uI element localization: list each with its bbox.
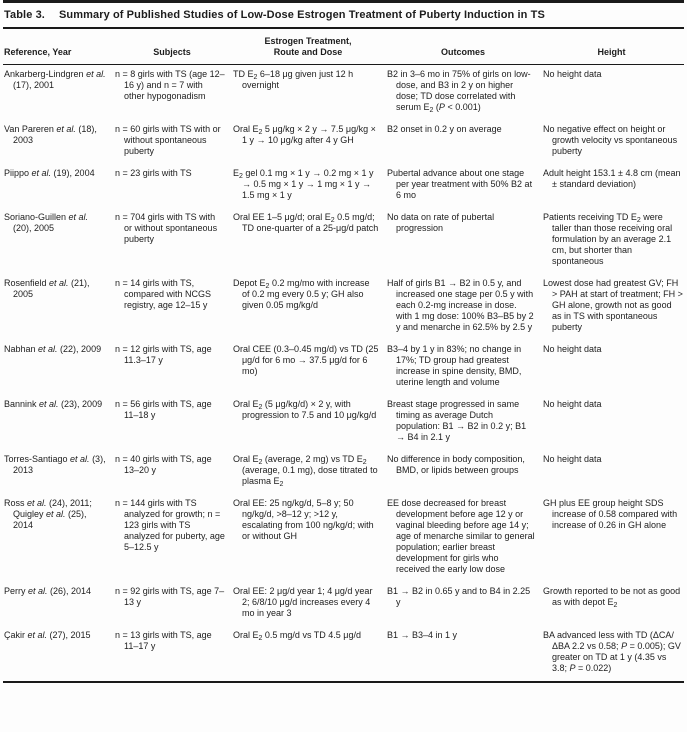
cell-treatment (233, 164, 387, 208)
reference-text: Perry et al. (26), 2014 (4, 585, 92, 596)
cell-subjects (115, 120, 233, 164)
reference-text: Piippo et al. (19), 2004 (4, 167, 95, 178)
bottom-rule (3, 681, 684, 683)
treatment-text: Oral $E_2$ 5 μg/kg × 2 y → 7.5 μg/kg × 1 y → 10 μg/kg after 4 y GH (233, 123, 376, 145)
treatment-text: TD $E_2$ 6–18 μg given just 12 h overnight (233, 68, 354, 90)
cell-outcomes (387, 64, 543, 120)
subjects-text: n = 8 girls with TS (age 12–16 y) and n = 7 with other hypogonadism (115, 68, 225, 101)
treatment-text: Oral EE: 2 μg/d year 1; 4 μg/d year 2; 6/8/10 μg/d increases every 4 mo in year 3 (233, 585, 373, 618)
table-number: Table 3. (4, 9, 45, 21)
cell-height (543, 582, 684, 626)
height-text: No height data (543, 343, 602, 354)
cell-reference (3, 494, 115, 582)
table-row (3, 120, 684, 164)
subjects-text: n = 23 girls with TS (115, 167, 192, 178)
cell-reference (3, 626, 115, 681)
table-caption (3, 3, 684, 27)
height-text: Lowest dose had greatest GV; FH > PAH at start of treatment; FH > GH alone, growth not as good as in TS with spontaneous puberty (543, 277, 683, 332)
treatment-text: Depot $E_2$ 0.2 mg/mo with increase of 0.2 mg every 0.5 y; GH also given 0.05 mg/kg/d (233, 277, 370, 310)
cell-height (543, 494, 684, 582)
studies-table (3, 29, 684, 681)
cell-reference (3, 450, 115, 494)
table-body (3, 64, 684, 681)
outcomes-text: Half of girls B1 → B2 in 0.5 y, and increased one stage per 0.5 y with each 0.2-mg increase in dose. with 1 mg dose: 100% B3–B5 by 2 y and menarche in 62.5% by 2.5 y (387, 277, 534, 332)
cell-outcomes (387, 450, 543, 494)
cell-height (543, 208, 684, 274)
cell-subjects (115, 340, 233, 395)
outcomes-text: Pubertal advance about one stage per year treatment with 50% B2 at 6 mo (387, 167, 533, 200)
table-row (3, 208, 684, 274)
height-text: No negative effect on height or growth velocity vs spontaneous puberty (543, 123, 678, 156)
cell-subjects (115, 494, 233, 582)
outcomes-text: EE dose decreased for breast development before age 12 y or vaginal bleeding before age 14 y; age of menarche similar to general population; earlier breast development for girls who received the early low dose (387, 497, 535, 574)
cell-outcomes (387, 626, 543, 681)
table-row (3, 395, 684, 450)
treatment-text: Oral CEE (0.3–0.45 mg/d) vs TD (25 μg/d for 6 mo → 37.5 μg/d for 6 mo) (233, 343, 379, 376)
table-title: Summary of Published Studies of Low-Dose Estrogen Treatment of Puberty Induction in TS (58, 9, 545, 21)
table-row (3, 274, 684, 340)
table-row (3, 340, 684, 395)
cell-subjects (115, 274, 233, 340)
cell-treatment (233, 64, 387, 120)
cell-height (543, 450, 684, 494)
reference-text: Ankarberg-Lindgren et al. (17), 2001 (4, 68, 106, 90)
cell-subjects (115, 64, 233, 120)
subjects-text: n = 12 girls with TS, age 11.3–17 y (115, 343, 212, 365)
reference-text: Ross et al. (24), 2011; Quigley et al. (25), 2014 (4, 497, 92, 530)
cell-height (543, 64, 684, 120)
reference-text: Nabhan et al. (22), 2009 (4, 343, 102, 354)
cell-outcomes (387, 164, 543, 208)
cell-reference (3, 582, 115, 626)
treatment-text: Oral EE: 25 ng/kg/d, 5–8 y; 50 ng/kg/d, >8–12 y; >12 y, escalating from 100 ng/kg/d; with or without GH (233, 497, 374, 541)
subjects-text: n = 40 girls with TS, age 13–20 y (115, 453, 212, 475)
cell-height (543, 340, 684, 395)
height-text: No height data (543, 398, 602, 409)
reference-text: Rosenfield et al. (21), 2005 (4, 277, 90, 299)
table-row (3, 582, 684, 626)
subjects-text: n = 704 girls with TS with or without spontaneous puberty (115, 211, 218, 244)
subjects-text: n = 60 girls with TS with or without spontaneous puberty (115, 123, 221, 156)
cell-treatment (233, 395, 387, 450)
cell-subjects (115, 164, 233, 208)
cell-reference (3, 208, 115, 274)
subjects-text: n = 14 girls with TS, compared with NCGS registry, age 12–15 y (115, 277, 212, 310)
treatment-text: $E_2$ gel 0.1 mg × 1 y → 0.2 mg × 1 y → 0.5 mg × 1 y → 1 mg × 1 y → 1.5 mg × 1 y (233, 167, 374, 200)
cell-treatment (233, 582, 387, 626)
treatment-text: Oral $E_2$ 0.5 mg/d vs TD 4.5 μg/d (233, 629, 361, 642)
outcomes-text: Breast stage progressed in same timing as average Dutch population: B1 → B2 in 0.2 y; B1 → B4 in 2.1 y (387, 398, 527, 442)
column-header-reference: Reference, Year (3, 29, 115, 64)
height-text: No height data (543, 453, 602, 464)
subjects-text: n = 56 girls with TS, age 11–18 y (115, 398, 212, 420)
cell-treatment (233, 626, 387, 681)
treatment-text: Oral EE 1–5 μg/d; oral $E_2$ 0.5 mg/d; TD one-quarter of a 25-μg/d patch (233, 211, 379, 233)
cell-treatment (233, 340, 387, 395)
height-text: Growth reported to be not as good as with depot $E_2$ (543, 585, 681, 609)
reference-text: Bannink et al. (23), 2009 (4, 398, 103, 409)
height-text: Patients receiving TD $E_2$ were taller than those receiving oral formulation by an average 2.1 cm, but shorter than spontaneous (543, 211, 673, 266)
height-text: GH plus EE group height SDS increase of 0.58 compared with increase of 0.26 in GH alone (543, 497, 678, 530)
cell-subjects (115, 208, 233, 274)
cell-height (543, 395, 684, 450)
column-header-height: Height (543, 29, 684, 64)
cell-height (543, 120, 684, 164)
cell-treatment (233, 208, 387, 274)
reference-text: Torres-Santiago et al. (3), 2013 (4, 453, 106, 475)
cell-reference (3, 340, 115, 395)
cell-reference (3, 120, 115, 164)
cell-height (543, 274, 684, 340)
table-row (3, 64, 684, 120)
reference-text: Soriano-Guillen et al. (20), 2005 (4, 211, 89, 233)
cell-treatment (233, 450, 387, 494)
height-text: No height data (543, 68, 602, 79)
table-row (3, 494, 684, 582)
outcomes-text: No data on rate of pubertal progression (387, 211, 495, 233)
cell-subjects (115, 395, 233, 450)
outcomes-text: B3–4 by 1 y in 83%; no change in 17%; TD group had greatest increase in spine density, BMD, uterine length and volume (387, 343, 522, 387)
cell-subjects (115, 626, 233, 681)
outcomes-text: B2 in 3–6 mo in 75% of girls on low-dose, and B3 in 2 y on higher dose; TD dose correlated with serum $E_2$ (P < 0.001) (387, 68, 531, 114)
subjects-text: n = 13 girls with TS, age 11–17 y (115, 629, 212, 651)
subjects-text: n = 92 girls with TS, age 7–13 y (115, 585, 225, 607)
table-row (3, 626, 684, 681)
cell-treatment (233, 494, 387, 582)
cell-reference (3, 64, 115, 120)
cell-reference (3, 395, 115, 450)
cell-outcomes (387, 582, 543, 626)
cell-reference (3, 274, 115, 340)
height-text: Adult height 153.1 ± 4.8 cm (mean ± standard deviation) (543, 167, 681, 189)
reference-text: Çakir et al. (27), 2015 (4, 629, 91, 640)
cell-reference (3, 164, 115, 208)
column-header-outcomes: Outcomes (387, 29, 543, 64)
cell-height (543, 164, 684, 208)
cell-subjects (115, 582, 233, 626)
treatment-text: Oral $E_2$ (5 μg/kg/d) × 2 y, with progression to 7.5 and 10 μg/kg/d (233, 398, 377, 420)
outcomes-text: B1 → B3–4 in 1 y (387, 629, 458, 640)
cell-subjects (115, 450, 233, 494)
subjects-text: n = 144 girls with TS analyzed for growth; n = 123 girls with TS analyzed for puberty, age 5–12.5 y (115, 497, 225, 552)
cell-outcomes (387, 395, 543, 450)
column-header-treatment: Estrogen Treatment, Route and Dose (233, 29, 387, 64)
height-text: BA advanced less with TD (ΔCA/ΔBA 2.2 vs 0.58; P = 0.005); GV greater on TD at 1 y (4.35 vs 3.8; P = 0.022) (543, 629, 681, 673)
cell-outcomes (387, 274, 543, 340)
cell-outcomes (387, 208, 543, 274)
cell-height (543, 626, 684, 681)
cell-treatment (233, 120, 387, 164)
treatment-text: Oral $E_2$ (average, 2 mg) vs TD $E_2$ (average, 0.1 mg), dose titrated to plasma $E_2$ (233, 453, 378, 488)
outcomes-text: B2 onset in 0.2 y on average (387, 123, 502, 134)
reference-text: Van Pareren et al. (18), 2003 (4, 123, 97, 145)
cell-outcomes (387, 340, 543, 395)
outcomes-text: No difference in body composition, BMD, or lipids between groups (387, 453, 525, 475)
table-header (3, 29, 684, 64)
cell-outcomes (387, 494, 543, 582)
header-row (3, 29, 684, 64)
outcomes-text: B1 → B2 in 0.65 y and to B4 in 2.25 y (387, 585, 531, 607)
cell-outcomes (387, 120, 543, 164)
column-header-subjects: Subjects (115, 29, 233, 64)
cell-treatment (233, 274, 387, 340)
table-row (3, 164, 684, 208)
table-row (3, 450, 684, 494)
